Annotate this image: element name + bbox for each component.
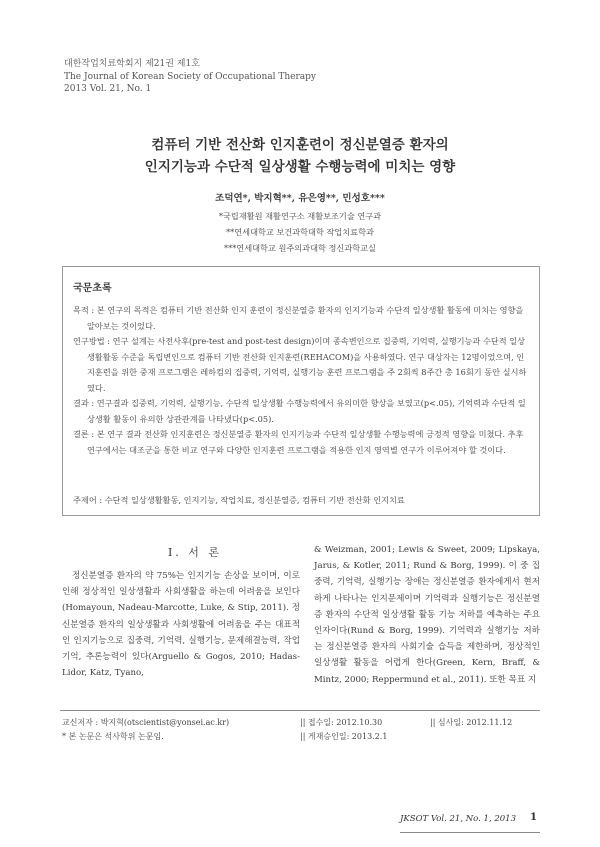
abstract-heading: 국문초록 bbox=[73, 283, 112, 294]
body-column-right bbox=[314, 542, 540, 688]
abstract-purpose: 목적 : 본 연구의 목적은 컴퓨터 기반 전산화 인지 훈련이 정신분열증 환자의 인지기능과 수단적 일상생활 활동에 미치는 영향을 알아보는 것이었다. bbox=[73, 305, 524, 331]
page-footer-rule bbox=[400, 832, 540, 833]
abstract-result: 결과 : 연구결과 집중력, 기억력, 실행기능, 수단적 일상생활 수행능력에서 유의미한 향상을 보였고(p<.05), 기억력과 수단적 일상생활 활동이 유의한 상관관계를 나타냈다(p<.05). bbox=[73, 398, 526, 424]
affiliation-1: *국립재활원 재활연구소 재활보조기술 연구과 bbox=[218, 211, 382, 221]
abstract-box bbox=[62, 266, 540, 516]
journal-volume: 2013 Vol. 21, No. 1 bbox=[64, 84, 152, 94]
corresponding-author: 교신저자 : 박지혁(otscientist@yonsei.ac.kr) bbox=[62, 718, 230, 727]
title-line-1: 컴퓨터 기반 전산화 인지훈련이 정신분열증 환자의 bbox=[151, 137, 449, 153]
abstract-body bbox=[73, 303, 531, 458]
footer-divider bbox=[60, 710, 540, 711]
page-number: 1 bbox=[530, 812, 537, 823]
left-paragraph: 정신분열증 환자의 약 75%는 인지기능 손상을 보이며, 이로 인해 정상적인 일상생활과 사회생활을 하는데 어려움을 보인다(Homayoun, Nadeau-Marcotte, Luke, & Stip, 2011). 정신분열증 환자의 일상생활과 사회생활에 어려움을 주는 대표적인 인지기능으로 집중력, 기억력, 실행기능, 문제해결능력, 작업기억, 추론능력이 있다(Arguello & Gogos, 2010; Hadas-Lidor, Katz, Tyano, bbox=[62, 571, 300, 679]
journal-english: The Journal of Korean Society of Occupational Therapy bbox=[64, 71, 317, 82]
thesis-note: * 본 논문은 석사학위 논문임. bbox=[62, 732, 164, 741]
authors: 조덕연*, 박지혁**, 유은영**, 민성호*** bbox=[215, 193, 385, 204]
body-column-left bbox=[62, 568, 300, 681]
paper-title bbox=[0, 134, 600, 178]
journal-korean: 대한작업치료학회지 제21권 제1호 bbox=[64, 59, 200, 69]
abstract-keywords: 주제어 : 수단적 일상생활활동, 인지기능, 작업치료, 정신분열증, 컴퓨터 기반 전산화 인지치료 bbox=[73, 495, 405, 505]
affiliation-3: ***연세대학교 원주의과대학 정신과학교실 bbox=[224, 243, 376, 253]
section-heading: Ⅰ. 서 론 bbox=[167, 546, 223, 559]
review-date: || 심사일: 2012.11.12 bbox=[430, 718, 513, 727]
journal-info bbox=[64, 58, 316, 96]
journal-reference: JKSOT Vol. 21, No. 1, 2013 bbox=[400, 814, 516, 824]
accepted-date: || 게재승인일: 2013.2.1 bbox=[300, 732, 388, 741]
abstract-method: 연구방법 : 연구 설계는 사전사후(pre-test and post-test design)이며 종속변인으로 집중력, 기억력, 실행기능과 수단적 일상생활활동 수준을 독립변인으로 컴퓨터 기반 전산화 인지훈련(REHACOM)을 사용하였다. 연구 대상자는 12명이었으며, 인지훈련을 위한 중재 프로그램은 레하컴의 집중력, 기억력, 실행기능 훈련 프로그램을 주 2회씩 8주간 총 16회기 동안 실시하였다. bbox=[73, 336, 527, 393]
right-paragraph: & Weizman, 2001; Lewis & Sweet, 2009; Lipskaya, Jarus, & Kotler, 2011; Rund & Borg, 1999). 이 중 집중력, 기억력, 실행기능 장애는 정신분열증 환자에게서 현저하게 나타나는 인지문제이며 기억력과 실행기능은 정신분열증 환자의 수단적 일상생활 활동 기능 저하를 예측하는 주요 인자이다(Rund & Borg, 1999). 기억력과 실행기능 저하는 정신분열증 환자의 사회기술 습득을 제한하며, 정상적인 일상생활 활동을 어렵게 한다(Green, Kern, Braff, & Mintz, 2000; Reppermund et al., 2011). 또한 목표 지 bbox=[314, 545, 540, 685]
abstract-conclusion: 결론 : 본 연구 결과 전산화 인지훈련은 정신분열증 환자의 인지기능과 수단적 일상생활 수행능력에 긍정적 영향을 미쳤다. 추후 연구에서는 대조군을 통한 비교 연구와 다양한 인지훈련 프로그램을 적용한 인지 영역별 연구가 이루어져야 할 것이다. bbox=[73, 429, 524, 455]
received-date: || 접수일: 2012.10.30 bbox=[300, 718, 383, 727]
affiliation-2: **연세대학교 보건과학대학 작업치료학과 bbox=[226, 227, 374, 237]
title-line-2: 인지기능과 수단적 일상생활 수행능력에 미치는 영향 bbox=[144, 159, 456, 175]
